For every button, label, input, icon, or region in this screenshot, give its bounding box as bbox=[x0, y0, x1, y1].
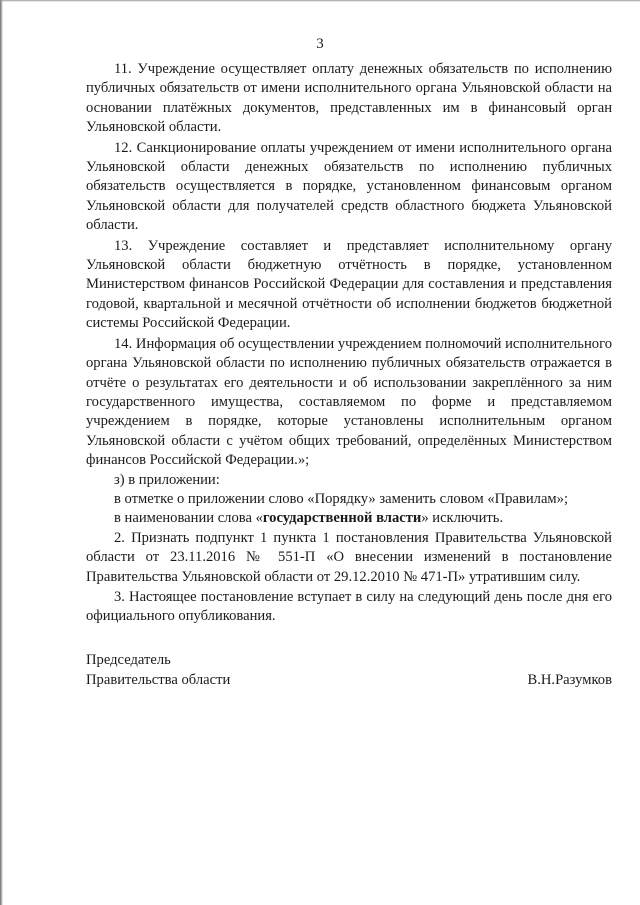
subclause-z-item-2-bold: государственной власти bbox=[262, 510, 422, 527]
paragraph-13: 13. Учреждение составляет и представляет исполнительному органу Ульяновской области бюджетную отчётность в порядке, установленном Министерством финансов Российской Федерации для составления и представления годовой, квартальной и месячной отчётности об исполнении бюджетов бюджетной системы Российской Федерации. bbox=[86, 237, 612, 332]
scan-top-edge bbox=[0, 0, 640, 2]
signature-title-line-2: Правительства области bbox=[86, 672, 231, 688]
document-body bbox=[86, 60, 612, 627]
paragraph-12: 12. Санкционирование оплаты учреждением от имени исполнительного органа Ульяновской области денежных обязательств по исполнению публичных обязательств осуществляется в порядке, установленном финансовым органом Ульяновской области для получателей средств областного бюджета Ульяновской области. bbox=[86, 139, 612, 234]
page-number: 3 bbox=[316, 36, 324, 52]
signature-block bbox=[86, 650, 612, 690]
subclause-z-item-2 bbox=[86, 509, 612, 528]
subclause-z-item-1: в отметке о приложении слово «Порядку» заменить словом «Правилам»; bbox=[114, 490, 569, 507]
paragraph-11: 11. Учреждение осуществляет оплату денежных обязательств по исполнению публичных обязательств от имени исполнительного органа Ульяновской области на основании платёжных документов, представленных им в финансовый орган Ульяновской области. bbox=[86, 61, 612, 136]
subclause-z: з) в приложении: bbox=[114, 471, 220, 488]
paragraph-3: 3. Настоящее постановление вступает в силу на следующий день после дня его официального опубликования. bbox=[86, 588, 612, 625]
paragraph-2: 2. Признать подпункт 1 пункта 1 постановления Правительства Ульяновской области от 23.11.2016 № 551-П «О внесении изменений в постановление Правительства Ульяновской области от 29.12.2010 № 471-П» утратившим силу. bbox=[86, 529, 612, 585]
subclause-z-item-2-text-before: в наименовании слова « bbox=[114, 510, 263, 527]
signatory-name: В.Н.Разумков bbox=[527, 672, 612, 688]
signature-title-line-1: Председатель bbox=[86, 652, 171, 668]
scan-left-edge bbox=[0, 0, 3, 905]
paragraph-14: 14. Информация об осуществлении учреждением полномочий исполнительного органа Ульяновской области по исполнению публичных обязательств отражается в отчёте о результатах его деятельности и об использовании закреплённого за ним государственного имущества, составляемом по форме и представляемом учреждением в порядке, которые установлены исполнительным органом Ульяновской области с учётом общих требований, определённых Министерством финансов Российской Федерации.»; bbox=[86, 335, 612, 469]
subclause-z-item-2-text-after: » исключить. bbox=[421, 510, 504, 527]
